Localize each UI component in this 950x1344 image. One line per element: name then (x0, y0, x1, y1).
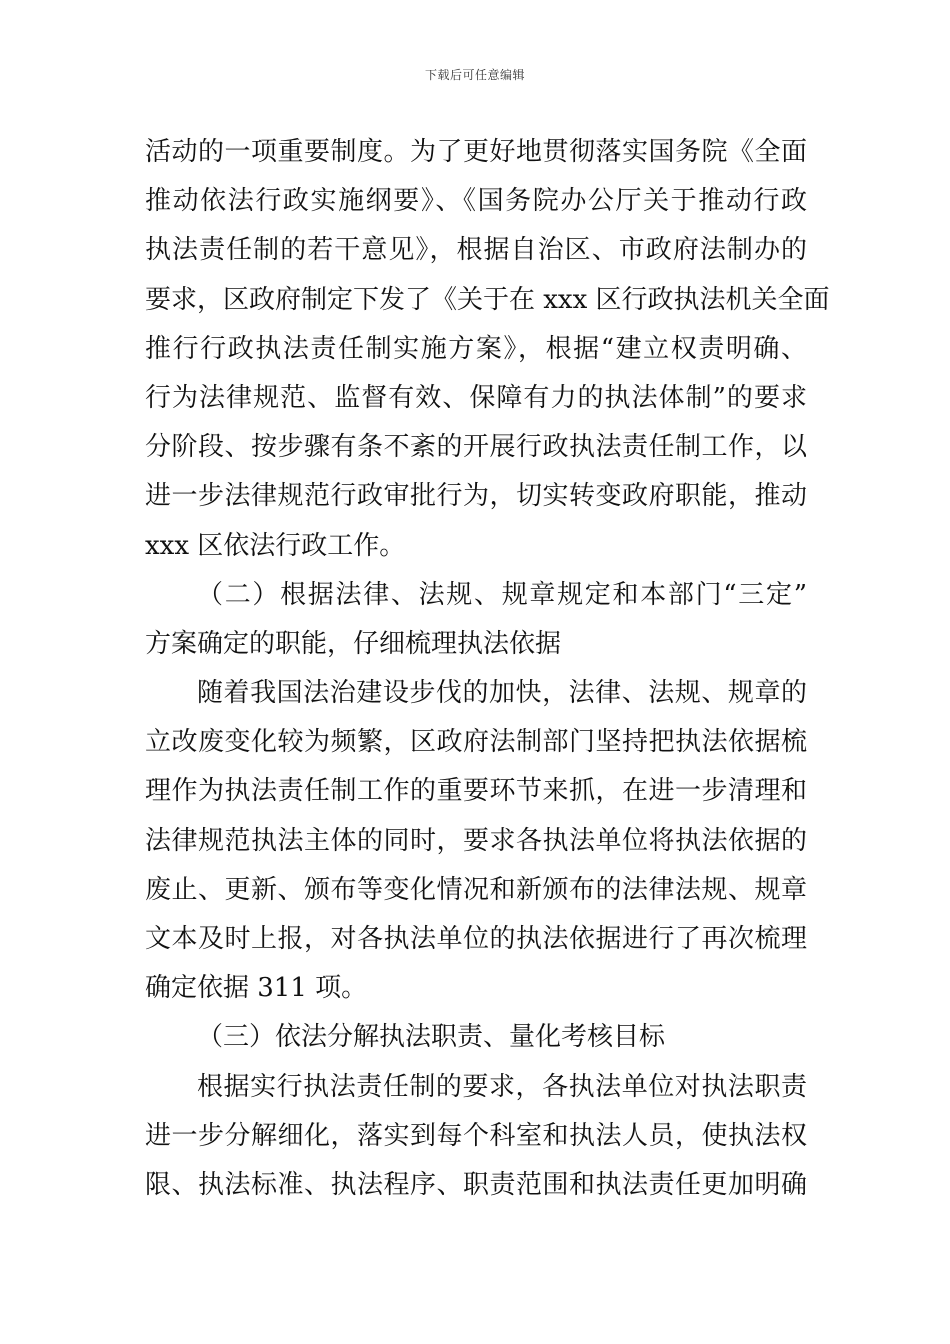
text-line: 立改废变化较为频繁，区政府法制部门坚持把执法依据梳 (145, 727, 807, 758)
text-line: xxx 区依法行政工作。 (145, 530, 406, 561)
text-line: 推动依法行政实施纲要》、《国务院办公厅关于推动行政 (145, 186, 807, 217)
document-body (145, 128, 830, 1210)
section-heading: （二）根据法律、法规、规章规定和本部门“三定” (197, 579, 807, 610)
text-line: 理作为执法责任制工作的重要环节来抓，在进一步清理和 (145, 776, 807, 807)
text-line: 法律规范执法主体的同时，要求各执法单位将执法依据的 (145, 825, 807, 856)
text-line: 进一步法律规范行政审批行为，切实转变政府职能，推动 (145, 481, 807, 512)
text-line: 限、执法标准、执法程序、职责范围和执法责任更加明确 (145, 1169, 807, 1200)
text-line: 确定依据 311 项。 (145, 973, 368, 1004)
text-line: 推行行政执法责任制实施方案》，根据“建立权责明确、 (145, 333, 807, 364)
text-line: 根据实行执法责任制的要求，各执法单位对执法职责 (197, 1071, 807, 1102)
text-line: 分阶段、按步骤有条不紊的开展行政执法责任制工作，以 (145, 432, 807, 463)
text-line: 进一步分解细化，落实到每个科室和执法人员，使执法权 (145, 1120, 807, 1151)
page-header: 下载后可任意编辑 (424, 68, 525, 82)
text-line: 废止、更新、颁布等变化情况和新颁布的法律法规、规章 (145, 874, 807, 905)
text-line: 执法责任制的若干意见》，根据自治区、市政府法制办的 (145, 235, 807, 266)
text-line: 要求，区政府制定下发了《关于在 xxx 区行政执法机关全面 (145, 284, 830, 315)
section-heading: 方案确定的职能，仔细梳理执法依据 (145, 628, 562, 659)
text-line: 活动的一项重要制度。为了更好地贯彻落实国务院《全面 (145, 137, 807, 167)
section-heading: （三）依法分解执法职责、量化考核目标 (197, 1022, 666, 1053)
text-line: 行为法律规范、监督有效、保障有力的执法体制”的要求 (145, 382, 807, 413)
text-line: 文本及时上报，对各执法单位的执法依据进行了再次梳理 (145, 924, 807, 954)
text-line: 随着我国法治建设步伐的加快，法律、法规、规章的 (197, 678, 807, 709)
